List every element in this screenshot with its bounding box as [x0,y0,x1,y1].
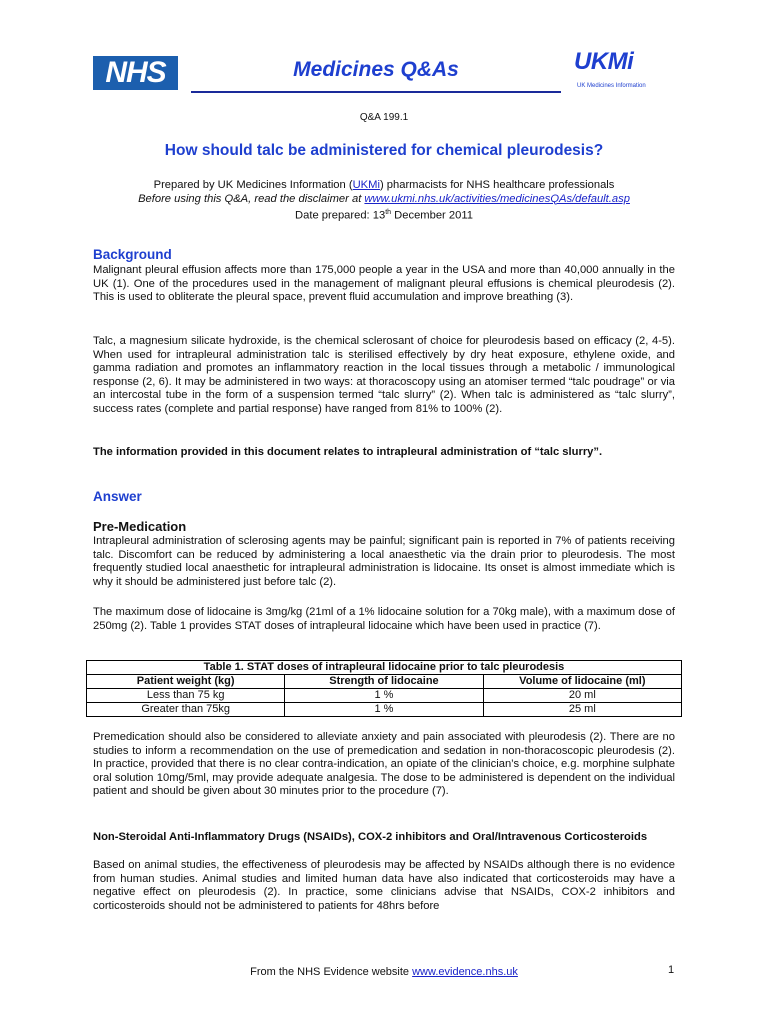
nsaid-heading: Non-Steroidal Anti-Inflammatory Drugs (NSAIDs), COX-2 inhibitors and Oral/Intravenous Corticosteroids [93,831,648,843]
title-underline [191,91,561,93]
table-row [87,703,682,717]
ukmi-logo-text: UKMi [574,48,634,75]
lidocaine-dose-table [86,660,682,717]
date-text-end: December 2011 [391,209,473,222]
ukmi-link[interactable]: UKMi [352,179,380,191]
table-cell: 25 ml [483,703,681,717]
prepared-by-text: Prepared by UK Medicines Information ( [153,179,353,191]
table-caption: Table 1. STAT doses of intrapleural lidocaine prior to talc pleurodesis [87,661,682,675]
date-text: Date prepared: 13 [295,209,386,222]
background-heading: Background [93,247,172,262]
date-prepared-line [0,206,768,223]
table-cell: 20 ml [483,689,681,703]
table-caption-row [87,661,682,675]
answer-heading: Answer [93,489,142,504]
nhs-logo: NHS [93,56,178,90]
table-row [87,689,682,703]
ukmi-logo [574,48,664,94]
disclaimer-link[interactable]: www.ukmi.nhs.uk/activities/medicinesQAs/default.asp [364,192,630,205]
page-number: 1 [668,964,675,976]
evidence-link[interactable]: www.evidence.nhs.uk [412,966,518,978]
premedication-paragraph-2: The maximum dose of lidocaine is 3mg/kg (21ml of a 1% lidocaine solution for a 70kg male), with a maximum dose of 250mg (2). Table 1 provides STAT doses of intrapleural lidocaine which have been used in practice (7). [93,606,675,632]
prepared-by-line [0,179,768,193]
table-cell: 1 % [285,703,483,717]
table-header-weight: Patient weight (kg) [87,675,285,689]
premedication-heading: Pre-Medication [93,519,187,534]
table-header-volume: Volume of lidocaine (ml) [483,675,681,689]
disclaimer-line [0,193,768,207]
footer [0,966,768,978]
background-paragraph-3: The information provided in this document relates to intrapleural administration of “talc slurry”. [93,446,603,458]
nsaid-paragraph: Based on animal studies, the effectiveness of pleurodesis may be affected by NSAIDs although there is no evidence from human studies. Animal studies and limited human data have also indicated that corticosteroids may have a negative effect on pleurodesis (2). In practice, some clinicians advise that NSAIDs, COX-2 inhibitors and corticosteroids should not be administered to patients for 48hrs before [93,859,675,912]
footer-text: From the NHS Evidence website [250,966,413,978]
qa-number: Q&A 199.1 [359,112,409,123]
table-header-row [87,675,682,689]
premedication-paragraph-3: Premedication should also be considered to alleviate anxiety and pain associated with pleurodesis (2). There are no studies to inform a recommendation on the use of premedication and sedation in non-thoracoscopic pleurodesis (2). In practice, provided that there is no clear contra-indication, an opiate of the clinician’s choice, e.g. morphine sulphate oral solution 10mg/5ml, may provide adequate analgesia. The dose to be administered is dependent on the individual patient and should be given about 30 minutes prior to the procedure (7). [93,731,675,798]
ukmi-logo-subtitle: UK Medicines Information [577,83,646,89]
table-cell: Less than 75 kg [87,689,285,703]
background-paragraph-1: Malignant pleural effusion affects more than 175,000 people a year in the USA and more than 40,000 annually in the UK (1). One of the procedures used in the management of malignant pleural effusions is chemical pleurodesis (2). This is used to obliterate the pleural space, prevent fluid accumulation and improve breathing (3). [93,264,675,304]
preparation-block [0,179,768,223]
table-cell: 1 % [285,689,483,703]
question-title: How should talc be administered for chemical pleurodesis? [164,142,604,159]
table-cell: Greater than 75kg [87,703,285,717]
date-suffix: th [385,209,392,216]
disclaimer-text: Before using this Q&A, read the disclaimer at [138,192,365,205]
page-title: Medicines Q&As [293,58,459,81]
premedication-paragraph-1: Intrapleural administration of sclerosing agents may be painful; significant pain is reported in 7% of patients receiving talc. Discomfort can be reduced by administering a local anaesthetic via the drain prior to pleurodesis. The most frequently studied local anaesthetic for intrapleural administration is lidocaine. Its onset is almost immediate which is why it should be administered just before talc (2). [93,535,675,588]
table-header-strength: Strength of lidocaine [285,675,483,689]
background-paragraph-2: Talc, a magnesium silicate hydroxide, is the chemical sclerosant of choice for pleurodesis based on efficacy (2, 4-5). When used for intrapleural administration talc is sterilised effectively by dry heat exposure, ethylene oxide, and gamma radiation and promotes an inflammatory reaction in the local tissues through a metabolic / immunological response (2, 6). It may be administered in two ways: at thoracoscopy using an atomiser termed “talc poudrage” or via an intercostal tube in the form of a suspension termed “talc slurry” (2). When talc is administered as “talc slurry”, success rates (complete and partial response) have ranged from 81% to 100% (2). [93,335,675,415]
prepared-by-text-end: ) pharmacists for NHS healthcare professionals [379,179,615,191]
